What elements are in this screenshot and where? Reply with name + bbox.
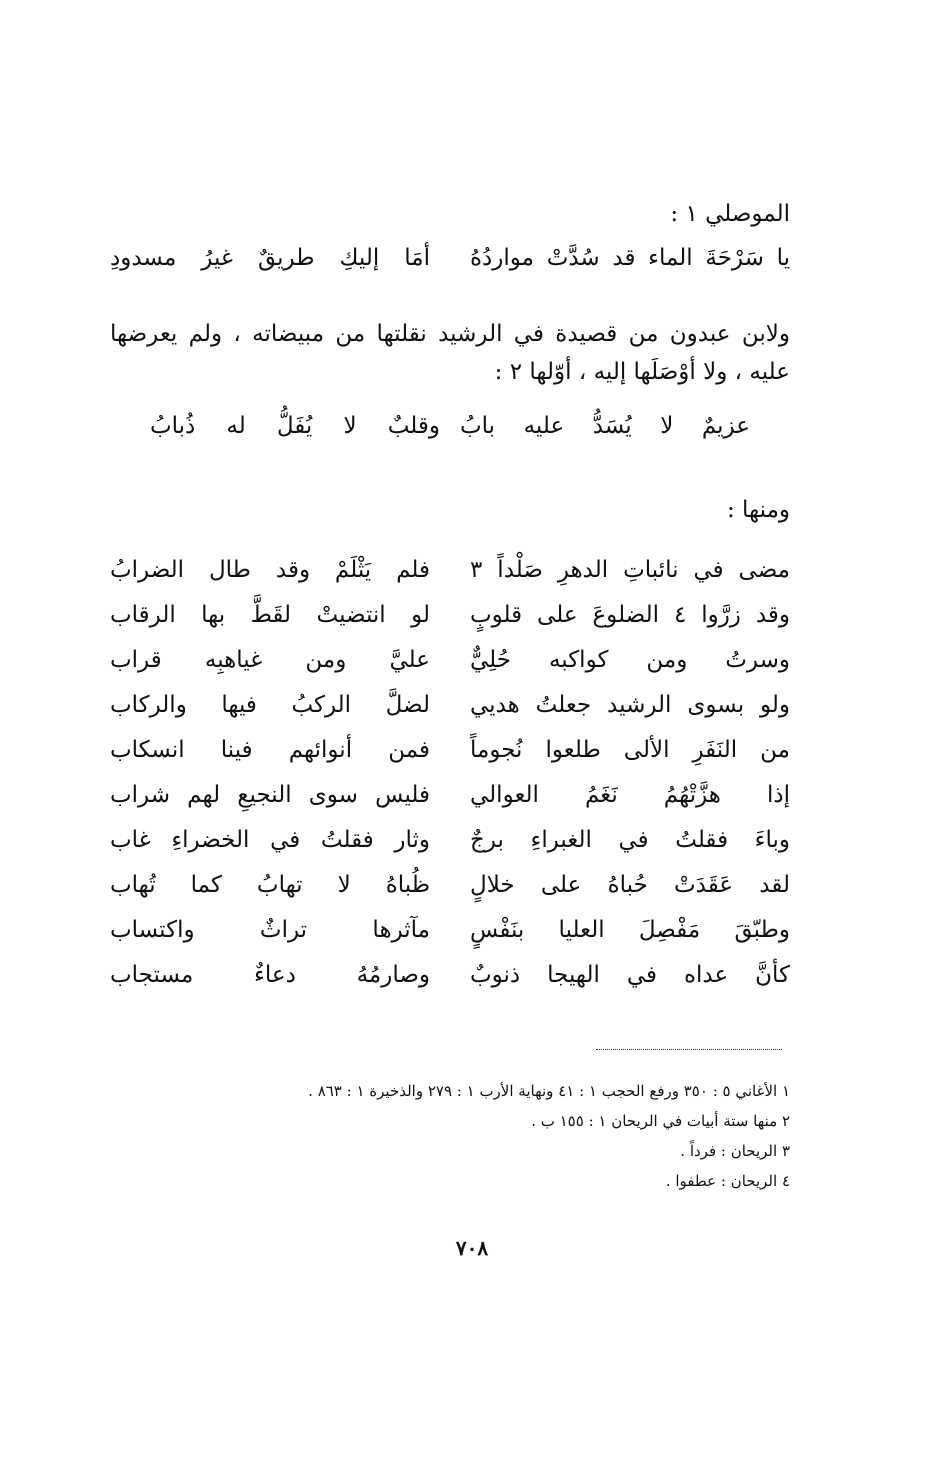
right-hemistich: ولو بسوى الرشيد جعلتُ هديي bbox=[470, 691, 790, 718]
intro-line: الموصلي ١ : bbox=[670, 201, 790, 227]
right-hemistich: وقد زرَّوا ٤ الضلوعَ على قلوبٍ bbox=[470, 601, 790, 628]
poem bbox=[110, 547, 790, 997]
first-verse bbox=[110, 237, 790, 279]
left-hemistich: فلم يَثْلَمْ وقد طال الضرابُ bbox=[110, 556, 430, 583]
footnotes bbox=[110, 1076, 790, 1196]
right-hemistich: وطبّقَ مَفْصِلَ العليا بنَفْسٍ bbox=[470, 916, 790, 943]
left-hemistich: لضلَّ الركبُ فيها والركاب bbox=[110, 691, 430, 718]
poem-verse bbox=[110, 952, 790, 997]
page-body bbox=[110, 195, 790, 997]
right-hemistich: وسرتُ ومن كواكبه حُلِيٌّ bbox=[470, 646, 790, 673]
footnote: ١ الأغاني ٥ : ٣٥٠ ورفع الحجب ١ : ٤١ ونهاية الأرب ١ : ٢٧٩ والذخيرة ١ : ٨٦٣ . bbox=[308, 1082, 790, 1100]
left-hemistich: فمن أنوائهم فينا انسكاب bbox=[110, 736, 430, 763]
poem-verse bbox=[110, 727, 790, 772]
second-verse-left-hemistich: وقلبٌ لا يُفَلُّ له ذُبابُ bbox=[150, 413, 440, 439]
left-hemistich: مآثرها تراثٌ واكتساب bbox=[110, 916, 430, 943]
left-hemistich: ظُباهُ لا تهابُ كما تُهاب bbox=[110, 871, 430, 898]
poem-verse bbox=[110, 682, 790, 727]
prose-paragraph bbox=[110, 315, 790, 391]
left-hemistich: عليَّ ومن غياهبِه قراب bbox=[110, 646, 430, 673]
footnote: ٤ الريحان : عطفوا . bbox=[665, 1172, 790, 1190]
poem-verse bbox=[110, 592, 790, 637]
right-hemistich: مضى في نائباتِ الدهرِ صَلْداً ٣ bbox=[470, 556, 790, 583]
right-hemistich: وباءَ فقلتُ في الغبراءِ برجٌ bbox=[470, 826, 790, 853]
second-verse bbox=[110, 405, 790, 447]
poem-verse bbox=[110, 907, 790, 952]
poem-verse bbox=[110, 637, 790, 682]
footnote-divider bbox=[596, 1049, 782, 1050]
left-hemistich: وثار فقلتُ في الخضراءِ غاب bbox=[110, 826, 430, 853]
left-hemistich: لو انتضيتْ لقَطَّ بها الرقاب bbox=[110, 601, 430, 628]
footnote: ٢ منها ستة أبيات في الريحان ١ : ١٥٥ ب . bbox=[531, 1112, 790, 1130]
first-verse-right-hemistich: يا سَرْحَةَ الماء قد سُدَّتْ مواردُهُ bbox=[470, 245, 790, 271]
right-hemistich: من النَفَرِ الألى طلعوا نُجوماً bbox=[470, 736, 790, 763]
minha-label: ومنها : bbox=[726, 497, 790, 523]
second-verse-right-hemistich: عزيمٌ لا يُسَدُّ عليه بابُ bbox=[460, 413, 750, 439]
first-verse-left-hemistich: أمَا إليكِ طريقٌ غيرُ مسدودِ bbox=[110, 245, 430, 271]
left-hemistich: فليس سوى النجيعِ لهم شراب bbox=[110, 781, 430, 808]
right-hemistich: إذا هزَّتْهُمُ نَغَمُ العوالي bbox=[470, 781, 790, 808]
poem-verse bbox=[110, 772, 790, 817]
poem-verse bbox=[110, 862, 790, 907]
poem-verse bbox=[110, 817, 790, 862]
footnote: ٣ الريحان : فرداً . bbox=[680, 1142, 790, 1160]
left-hemistich: وصارمُهُ دعاءٌ مستجاب bbox=[110, 961, 430, 988]
right-hemistich: كأنَّ عداه في الهيجا ذنوبٌ bbox=[470, 961, 790, 988]
page-number: ٧٠٨ bbox=[455, 1236, 489, 1260]
prose-line-2: عليه ، ولا أوْصَلَها إليه ، أوّلها ٢ : bbox=[494, 359, 790, 385]
prose-line-1: ولابن عبدون من قصيدة في الرشيد نقلتها من مبيضاته ، ولم يعرضها bbox=[110, 321, 790, 347]
poem-verse bbox=[110, 547, 790, 592]
right-hemistich: لقد عَقَدَتْ حُباهُ على خلالٍ bbox=[470, 871, 790, 898]
